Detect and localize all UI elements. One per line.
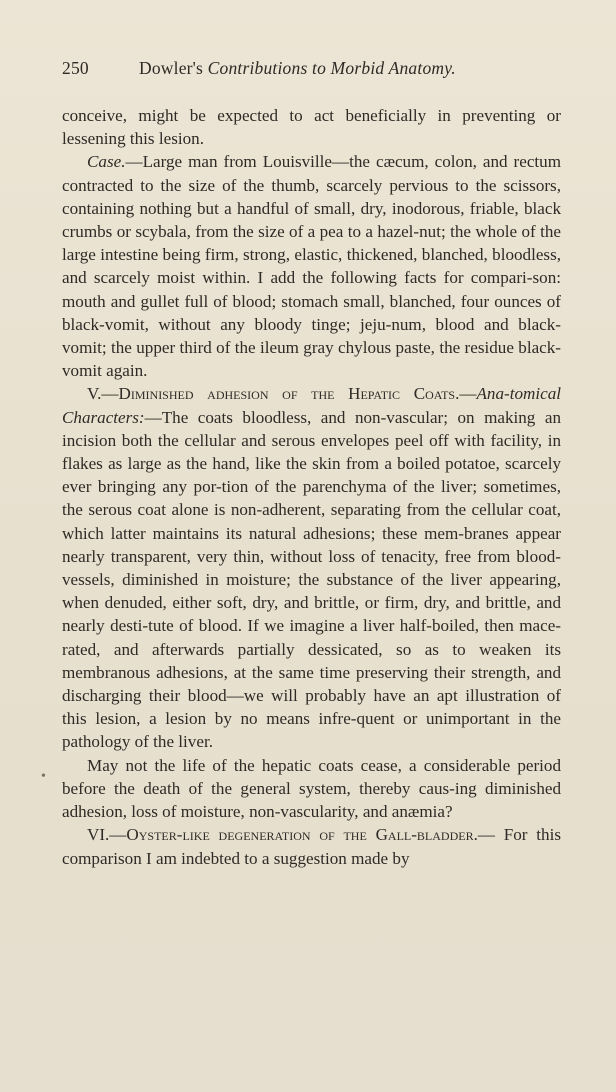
paragraph-section-v xyxy=(62,382,561,753)
section-vi-heading: Oyster-like degeneration of the Gall-bladder.— xyxy=(126,825,495,845)
header-author: Dowler's xyxy=(139,58,208,78)
section-v-label: Ana-tomical Characters: xyxy=(62,384,561,427)
running-header xyxy=(62,58,542,79)
page-number: 250 xyxy=(62,58,89,78)
paragraph-question: May not the life of the hepatic coats cease, a considerable period before the death of the general system, thereby caus-ing diminished adhesion, loss of moisture, non-vascularity, and anæmia? xyxy=(62,755,561,822)
section-v-text: —The coats bloodless, and non-vascular; on making an incision both the cellular and serous envelopes peel off with facility, in flakes as large as the hand, like the skin from a boiled potatoe, scarcely ever bringing any por-tion of the parenchyma of the liver; sometimes, the serous coat alone is non-adherent, separating from the cellular coat, which latter maintains its natural adhesions; these mem-branes appear nearly transparent, very thin, without loss of tenacity, free from blood-vessels, diminished in moisture; the substance of the liver appearing, when denuded, either soft, dry, and brittle, or firm, dry, and brittle, and nearly desti-tute of blood. If we imagine a liver half-boiled, then mace-rated, and afterwards partially dessicated, so as to weaken its membranous adhesions, at the same time preserving their strength, and discharging their blood—we will probably have an apt illustration of this lesion, a lesion by no means infre-quent or unimportant in the pathology of the liver. xyxy=(62,407,561,752)
case-text: —Large man from Louisville—the cæcum, colon, and rectum contracted to the size of the thumb, scarcely pervious to the scissors, containing nothing but a handful of small, dry, inodorous, friable, black crumbs or scybala, from the size of a pea to a hazel-nut; the whole of the large intestine being firm, strong, elastic, thickened, blanched, bloodless, and scarcely moist within. I add the following facts for compari-son: mouth and gullet full of blood; stomach small, blanched, four ounces of black-vomit, without any bloody tinge; jeju-num, blood and black-vomit; the upper third of the ileum gray chylous paste, the residue black-vomit again. xyxy=(62,152,561,381)
section-v-number: V.— xyxy=(87,384,119,404)
paragraph-continuation: conceive, might be expected to act beneficially in preventing or lessening this lesion. xyxy=(62,106,561,149)
header-title: Contributions to Morbid Anatomy. xyxy=(207,58,456,78)
section-v-heading: Diminished adhesion of the Hepatic Coats.— xyxy=(118,384,477,404)
page-body xyxy=(62,104,561,870)
section-vi-text: For this comparison I am indebted to a suggestion made by xyxy=(62,825,561,868)
case-label: Case. xyxy=(87,152,126,172)
paragraph-case xyxy=(62,150,561,382)
section-vi-number: VI.— xyxy=(87,825,127,845)
margin-mark: • xyxy=(41,769,46,784)
paragraph-section-vi xyxy=(62,823,561,869)
